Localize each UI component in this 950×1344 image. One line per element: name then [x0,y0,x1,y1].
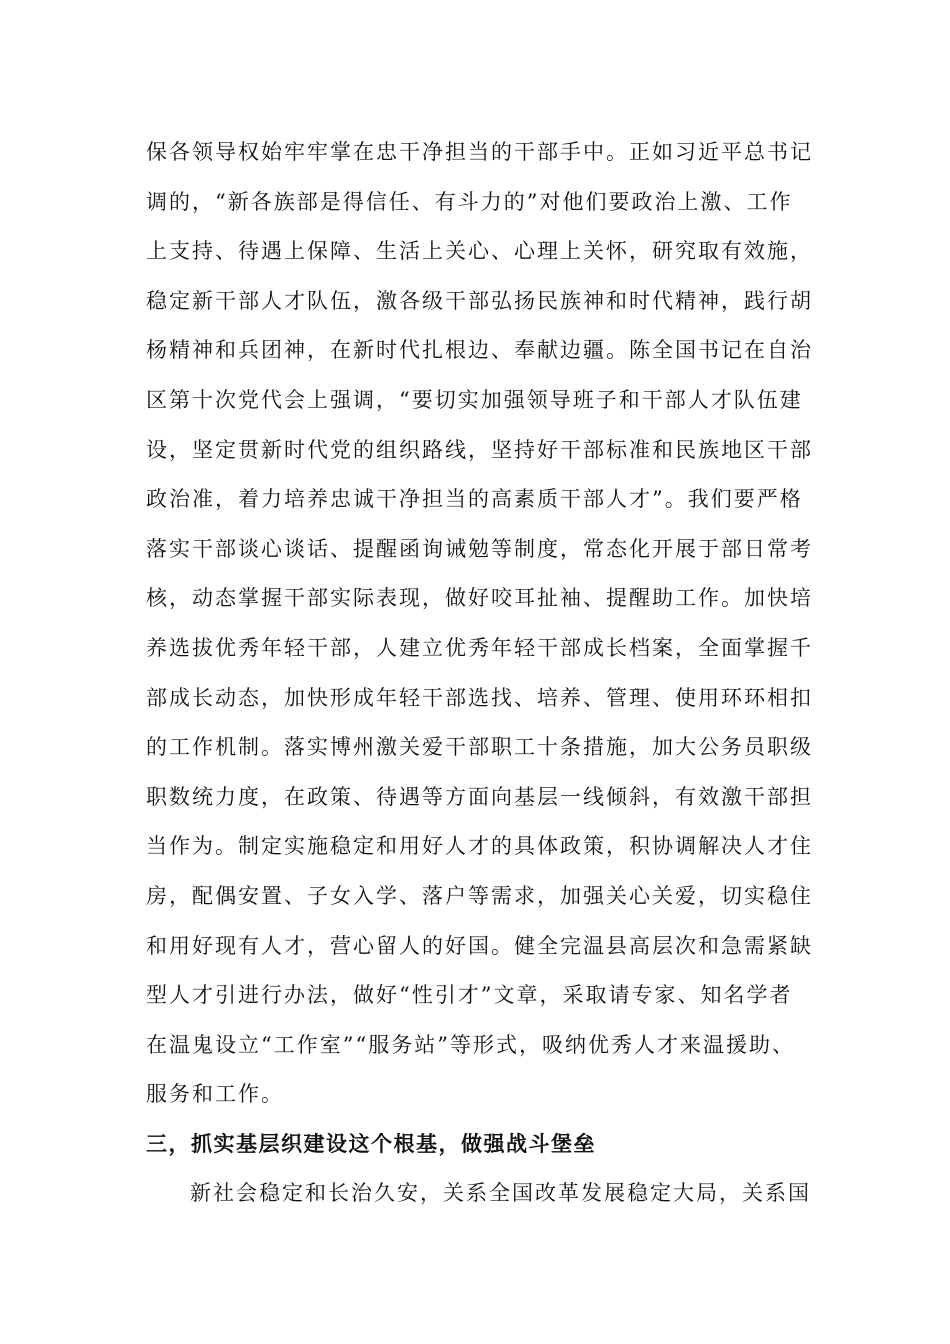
body-line: 和用好现有人才，营心留人的好国。健全完温县高层次和急需紧缺 [146,933,813,958]
body-line: 职数统力度，在政策、待遇等方面向基层一线倾斜，有效激干部担 [146,784,813,809]
body-line: 调的，“新各族部是得信任、有斗力的”对他们要政治上激、工作 [146,189,793,214]
section-heading: 三，抓实基层织建设这个根基，做强战斗堡垒 [146,1131,596,1156]
body-line: 设，坚定贯新时代党的组织路线，坚持好干部标准和民族地区干部 [146,437,813,462]
body-line: 部成长动态，加快形成年轻干部选找、培养、管理、使用环环相扣 [146,685,813,710]
body-line: 区第十次党代会上强调，“要切实加强领导班子和干部人才队伍建 [146,387,803,412]
body-line: 的工作机制。落实博州激关爱干部职工十条措施，加大公务员职级 [146,735,813,760]
body-line: 保各领导权始牢牢掌在忠干净担当的干部手中。正如习近平总书记 [146,140,813,164]
body-line: 当作为。制定实施稳定和用好人才的具体政策，积协调解决人才住 [146,834,813,859]
body-line: 房，配偶安置、子女入学、落户等需求，加强关心关爱，切实稳住 [146,883,813,908]
body-line: 服务和工作。 [146,1082,284,1107]
body-line: 上支持、待遇上保障、生活上关心、心理上关怀，研究取有效施， [146,239,813,264]
body-line: 养选拔优秀年轻干部，人建立优秀年轻干部成长档案，全面掌握千 [146,635,813,660]
paragraph-first-line: 新社会稳定和长治久安，关系全国改革发展稳定大局，关系国 [190,1181,811,1206]
body-line: 杨精神和兵团神，在新时代扎根边、奉献边疆。陈全国书记在自治 [146,338,813,363]
body-line: 稳定新干部人才队伍，激各级干部弘扬民族神和时代精神，践行胡 [146,288,813,313]
body-line: 型人才引进行办法，做好“性引才”文章，采取请专家、知名学者 [146,983,793,1008]
body-line: 政治准，着力培养忠诚干净担当的高素质干部人才”。我们要严格 [146,487,803,512]
document-body [146,128,826,1219]
body-line: 落实干部谈心谈话、提醒函询诫勉等制度，常态化开展于部日常考 [146,536,813,561]
body-line: 在温鬼设立“工作室”“服务站”等形式，吸纳优秀人才来温援助、 [146,1032,795,1057]
body-line: 核，动态掌握干部实际表现，做好咬耳扯袖、提醒助工作。加快培 [146,586,813,611]
